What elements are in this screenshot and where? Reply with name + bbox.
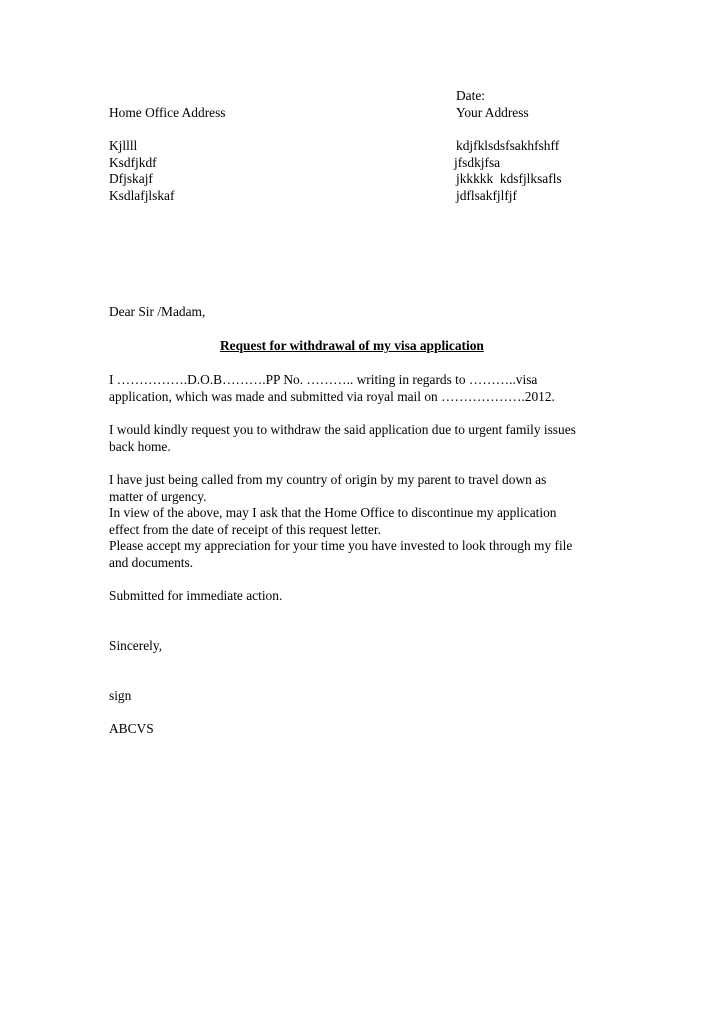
salutation: Dear Sir /Madam,: [109, 304, 206, 319]
your-address-line: kdjfklsdsfsakhfshff: [456, 138, 560, 153]
sender-name: ABCVS: [109, 721, 154, 736]
body-line: I have just being called from my country of origin by my parent to travel down as: [109, 472, 547, 487]
home-office-address-line: Ksdfjkdf: [109, 155, 157, 170]
your-address-line: jdflsakfjlfjf: [456, 188, 517, 203]
subject-heading: Request for withdrawal of my visa application: [220, 338, 484, 353]
signature-placeholder: sign: [109, 688, 132, 703]
body-line: application, which was made and submitted via royal mail on ……………….2012.: [109, 389, 555, 404]
body-line: effect from the date of receipt of this request letter.: [109, 522, 381, 537]
home-office-address-line: Dfjskajf: [109, 171, 153, 186]
body-line: back home.: [109, 439, 171, 454]
home-office-address-line: Ksdlafjlskaf: [109, 188, 175, 203]
your-address-line: jfsdkjfsa: [454, 155, 501, 170]
date-label: Date:: [456, 88, 485, 103]
home-office-address-line: Kjllll: [109, 138, 138, 153]
body-line: and documents.: [109, 555, 194, 570]
your-address-line: jkkkkk kdsfjlksafls: [456, 171, 562, 186]
your-address-label: Your Address: [456, 105, 529, 120]
body-line: I …………….D.O.B……….PP No. ……….. writing in regards to ………..visa: [109, 372, 538, 387]
body-line: I would kindly request you to withdraw the said application due to urgent family issues: [109, 422, 576, 437]
body-line: matter of urgency.: [109, 489, 207, 504]
body-line: In view of the above, may I ask that the Home Office to discontinue my application: [109, 505, 557, 520]
closing-sincerely: Sincerely,: [109, 638, 163, 653]
body-line: Please accept my appreciation for your time you have invested to look through my file: [109, 538, 573, 553]
body-line: Submitted for immediate action.: [109, 588, 283, 603]
home-office-address-label: Home Office Address: [109, 105, 226, 120]
